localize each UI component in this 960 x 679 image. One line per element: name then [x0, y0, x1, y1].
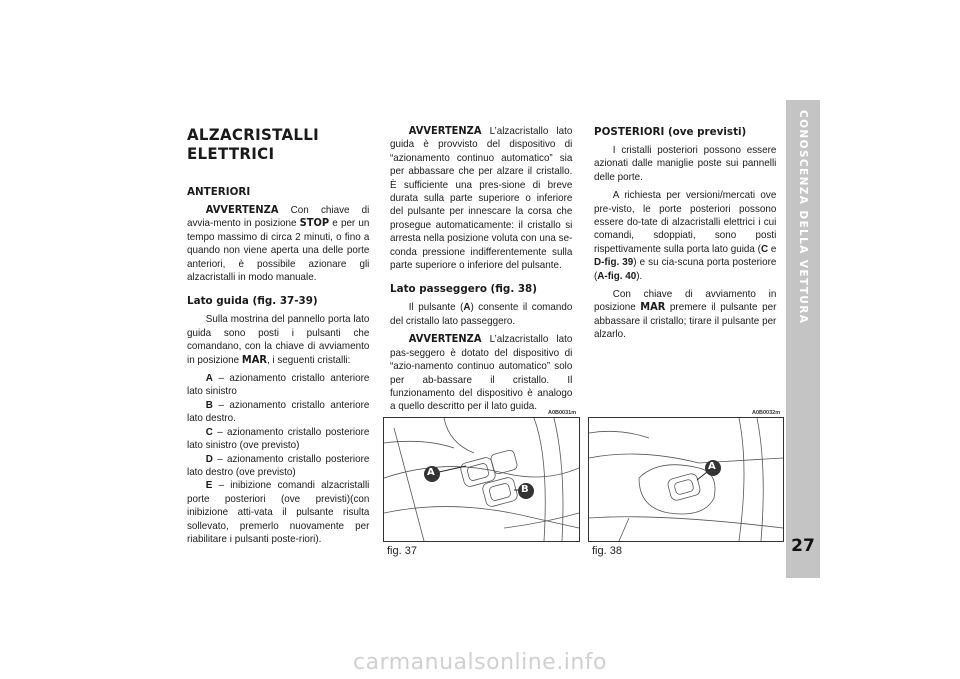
list-item-d: D – azionamento cristallo posteriore lato destro (ove previsto) [187, 452, 370, 478]
fig38-code: A0B0032m [752, 410, 781, 416]
fig37-illustration [384, 418, 579, 541]
column-3 [594, 125, 776, 342]
warning-passenger-paragraph: AVVERTENZA L’alzacristallo lato pas-seggero è dotato del dispositivo di “azio-namento continuo automatico” solo per ab-bassare il cristallo. Il funzionamento del dispositivo è analogo a quello descritto per il lato guida. [390, 333, 573, 413]
fig38-illustration [589, 418, 783, 541]
rear-paragraph-3: Con chiave di avviamento in posizione MAR premere il pulsante per abbassare il cristallo; tirare il pulsante per alzarlo. [594, 288, 777, 341]
heading-anteriori: ANTERIORI [187, 185, 251, 198]
watermark: carmanualsonline.info [353, 650, 607, 675]
subheading-lato-passeggero: Lato passeggero (fig. 38) [390, 282, 537, 296]
fig37-code: A0B0031m [548, 410, 577, 416]
warning-driver-paragraph: AVVERTENZA L’alzacristallo lato guida è provvisto del dispositivo di “azionamento continuo automatico” sia per abbassare che per alzare il cristallo. È sufficiente una pres-sione di breve durata sulla parte superiore o inferiore del pulsante per innescare la corsa che prosegue automaticamente: il cristallo si arresta nella posizione voluta con una se-conda pressione indifferentemente sulla parte superiore o inferiore del pulsante. [390, 125, 573, 272]
fig37-label-a: A [427, 467, 435, 478]
list-item-a: A – azionamento cristallo anteriore lato sinistro [187, 372, 370, 398]
passenger-paragraph: Il pulsante (A) consente il comando del cristallo lato passeggero. [390, 301, 573, 327]
section-title: CONOSCENZA DELLA VETTURA [797, 110, 809, 325]
page-title-line2: ELETTRICI [187, 144, 275, 163]
rear-paragraph-1: I cristalli posteriori possono essere azionati dalle maniglie poste sui pannelli delle porte. [594, 144, 777, 183]
figure-38 [588, 417, 784, 542]
fig38-label-a: A [708, 461, 716, 472]
list-item-b: B – azionamento cristallo anteriore lato destro. [187, 398, 370, 425]
column-2 [390, 125, 572, 414]
column-1 [187, 125, 369, 546]
fig37-label-b: B [521, 484, 529, 495]
heading-posteriori: POSTERIORI (ove previsti) [594, 125, 747, 138]
subheading-lato-guida: Lato guida (fig. 37-39) [187, 294, 318, 308]
figure-37 [383, 417, 580, 542]
page-number: 27 [791, 536, 815, 556]
list-item-e: E – inibizione comandi alzacristalli porte posteriori (ove previsti)(con inibizione atti-vata il pulsante risulta sollevato, premerlo nuovamente per riabilitare i pulsanti poste-riori). [187, 479, 370, 545]
page-title-line1: ALZACRISTALLI [187, 125, 319, 144]
intro-paragraph: Sulla mostrina del pannello porta lato guida sono posti i pulsanti che comandano, con la chiave di avviamento in posizione MAR, i seguenti cristalli: [187, 313, 370, 366]
fig38-caption: fig. 38 [592, 545, 622, 557]
warning-paragraph: AVVERTENZA Con chiave di avvia-mento in posizione STOP e per un tempo massimo di circa 2 minuti, o fino a quando non viene aperta una delle porte anteriori, è possibile azionare gli alzacristalli in modo manuale. [187, 204, 370, 284]
section-sidebar [786, 100, 820, 578]
list-item-c: C – azionamento cristallo posteriore lato sinistro (ove previsto) [187, 425, 370, 452]
rear-paragraph-2: A richiesta per versioni/mercati ove pre-visto, le porte posteriori possono essere do-tate di alzacristalli elettrici i cui comandi, sdoppiati, sono posti rispettivamente sulla porta lato guida (C e D-fig. 39) e su cia-scuna porta posteriore (A-fig. 40). [594, 189, 777, 282]
fig37-caption: fig. 37 [387, 545, 417, 557]
